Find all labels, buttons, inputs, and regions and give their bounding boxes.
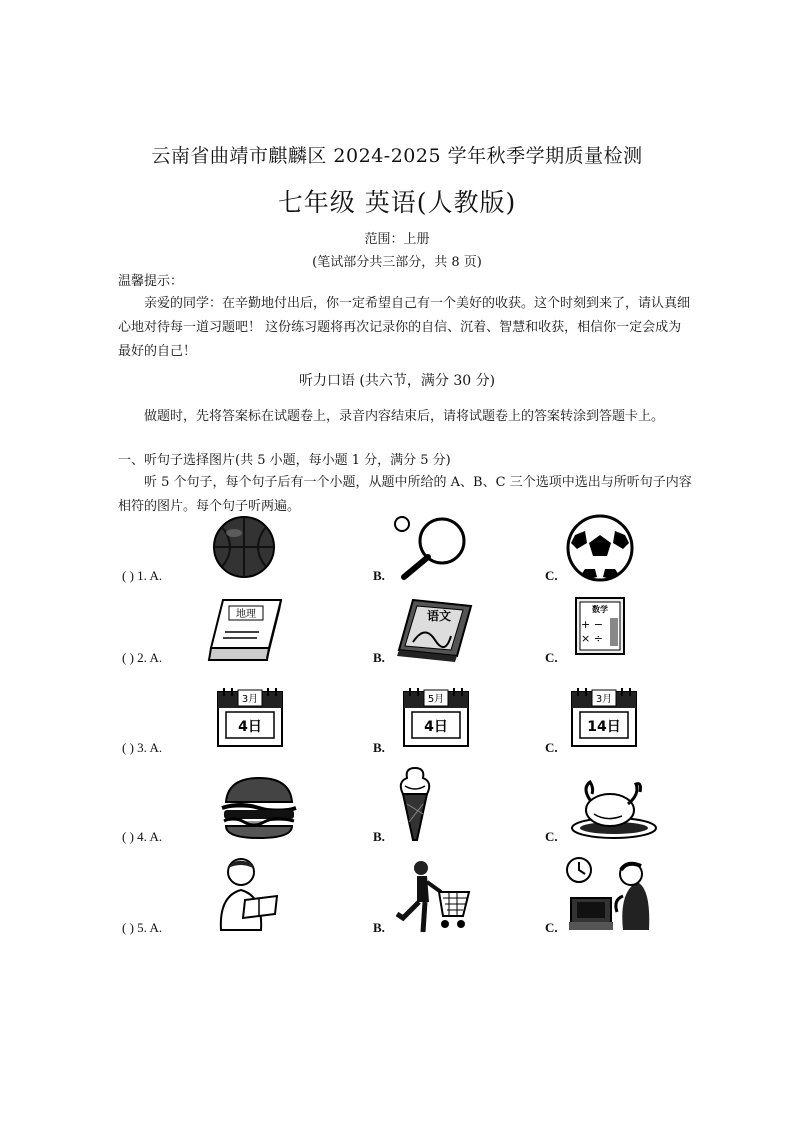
calendar-icon-b bbox=[400, 684, 472, 750]
page-note: (笔试部分共三部分，共 8 页) bbox=[312, 255, 482, 270]
calendar-icon-c bbox=[568, 684, 640, 750]
calendar-c-day: 14日 bbox=[587, 719, 621, 735]
geography-book-title: 地理 bbox=[236, 609, 256, 620]
ping-pong-icon bbox=[390, 513, 470, 581]
question-5-label: ( ) 5. A. bbox=[122, 920, 163, 935]
question-4-option-b: B. bbox=[373, 829, 385, 844]
question-2-label: ( ) 2. A. bbox=[122, 650, 163, 665]
question-3-option-b: B. bbox=[373, 740, 385, 755]
hamburger-icon bbox=[220, 774, 298, 840]
subject-title: 七年级 英语(人教版) bbox=[277, 188, 517, 217]
math-book-title: 数学 bbox=[592, 605, 608, 614]
part1-heading: 一、听句子选择图片(共 5 小题，每小题 1 分，满分 5 分) bbox=[118, 453, 451, 468]
roast-chicken-icon bbox=[570, 774, 658, 840]
question-4-label: ( ) 4. A. bbox=[122, 829, 163, 844]
question-1-option-c: C. bbox=[545, 568, 558, 583]
question-4-option-c: C. bbox=[545, 829, 558, 844]
svg-text:+ −: + − bbox=[581, 618, 603, 631]
man-shopping-cart-icon bbox=[393, 858, 473, 936]
chinese-book-title: 语文 bbox=[426, 609, 452, 623]
question-1-label: ( ) 1. A. bbox=[122, 568, 163, 583]
section-instruction: 做题时，先将答案标在试题卷上，录音内容结束后，请将试题卷上的答案转涂到答题卡上。 bbox=[144, 409, 665, 424]
boy-watching-tv-icon bbox=[565, 852, 651, 932]
calendar-b-day: 4日 bbox=[424, 719, 448, 735]
tips-label: 温馨提示： bbox=[118, 274, 184, 289]
part1-description: 听 5 个句子，每个句子后有一个小题，从题中所给的 A、B、C 三个选项中选出与所听句子内容相符的图片。每个句子听两遍。 bbox=[118, 475, 692, 514]
question-3-option-c: C. bbox=[545, 740, 558, 755]
calendar-c-month: 3月 bbox=[595, 694, 613, 705]
question-5-option-c: C. bbox=[545, 920, 558, 935]
chinese-book-icon bbox=[395, 596, 475, 662]
calendar-a-month: 3月 bbox=[241, 694, 259, 705]
question-1-option-b: B. bbox=[373, 568, 385, 583]
question-5-option-b: B. bbox=[373, 920, 385, 935]
exam-title: 云南省曲靖市麒麟区 2024-2025 学年秋季学期质量检测 bbox=[151, 145, 643, 167]
tips-text: 亲爱的同学：在辛勤地付出后，你一定希望自己有一个美好的收获。这个时刻到来了，请认真细心地对待每一道习题吧！ 这份练习题将再次记录你的自信、沉着、智慧和收获，相信你一定会成为最好的自己！ bbox=[118, 296, 691, 359]
soccer-ball-icon bbox=[565, 513, 635, 583]
geography-book-icon bbox=[205, 596, 285, 664]
calendar-icon-a bbox=[214, 684, 286, 750]
boy-reading-icon bbox=[215, 856, 281, 932]
question-2-option-b: B. bbox=[373, 650, 385, 665]
basketball-icon bbox=[208, 515, 280, 579]
ice-cream-icon bbox=[395, 764, 435, 842]
question-3-label: ( ) 3. A. bbox=[122, 740, 163, 755]
svg-text:× ÷: × ÷ bbox=[581, 632, 603, 645]
calendar-b-month: 5月 bbox=[427, 694, 445, 705]
calendar-a-day: 4日 bbox=[238, 719, 262, 735]
exam-scope: 范围：上册 bbox=[364, 232, 430, 247]
question-2-option-c: C. bbox=[545, 650, 558, 665]
math-book-icon bbox=[570, 594, 634, 662]
section-title: 听力口语 (共六节，满分 30 分) bbox=[298, 373, 496, 389]
